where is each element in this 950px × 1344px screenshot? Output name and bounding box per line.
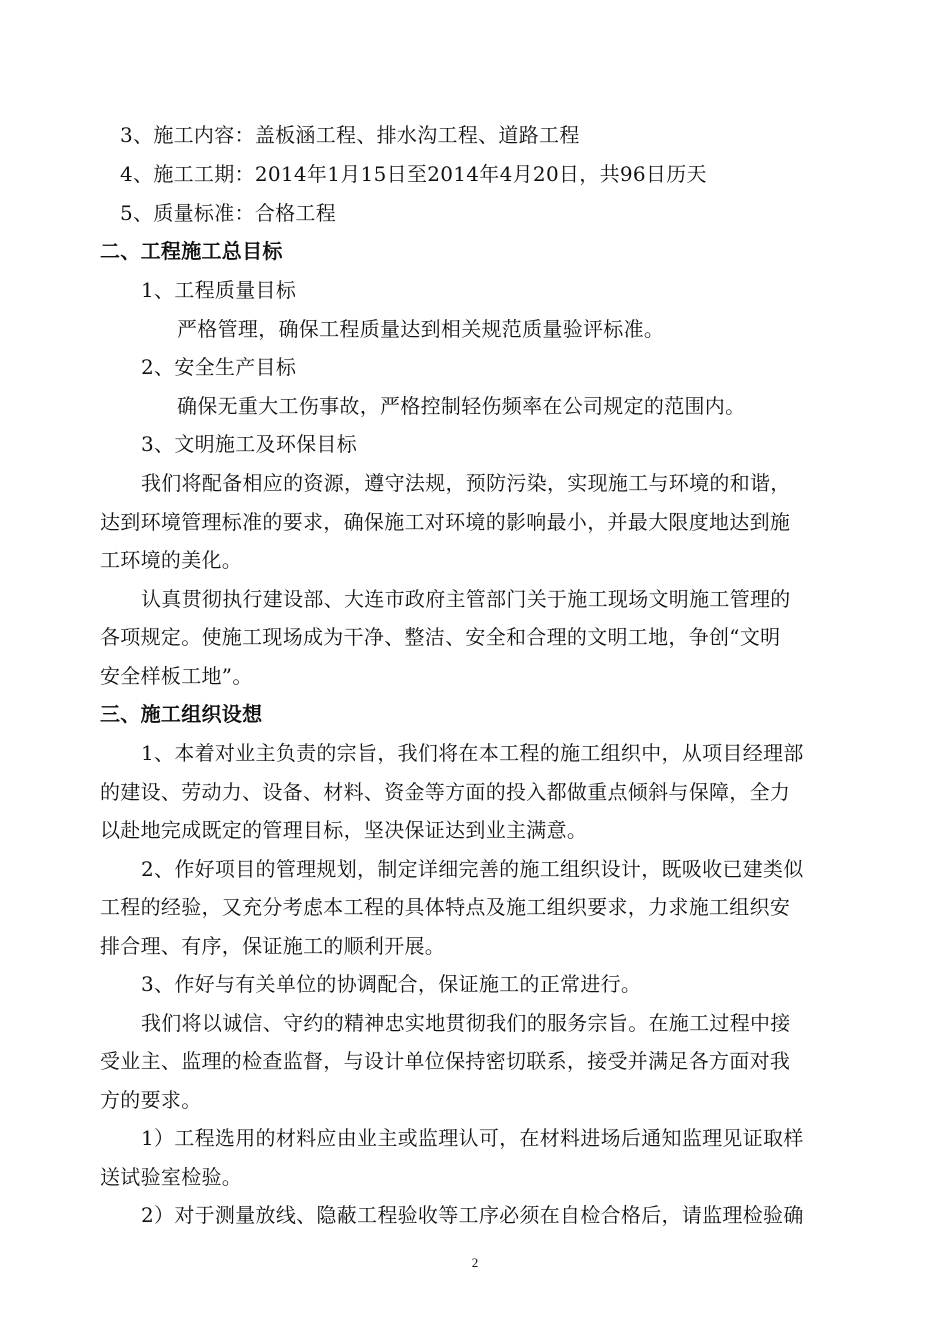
text-line: 达到环境管理标准的要求，确保施工对环境的影响最小，并最大限度地达到施 [100,510,791,534]
text-line: 工环境的美化。 [100,548,243,572]
text-line: 认真贯彻执行建设部、大连市政府主管部门关于施工现场文明施工管理的 [141,587,791,611]
page-number: 2 [471,1255,479,1270]
text-line: 方的要求。 [100,1088,202,1112]
text-line: 各项规定。使施工现场成为干净、整洁、安全和合理的文明工地，争创“文明 [100,625,781,649]
text-line: 5、质量标准：合格工程 [120,201,337,225]
text-line: 安全样板工地”。 [100,664,253,688]
text-line: 1、本着对业主负责的宗旨，我们将在本工程的施工组织中，从项目经理部 [141,741,804,765]
text-line: 1）工程选用的材料应由业主或监理认可，在材料进场后通知监理见证取样 [141,1126,804,1150]
text-line: 送试验室检验。 [100,1165,243,1189]
text-line: 2、安全生产目标 [141,355,297,379]
text-line: 工程的经验，又充分考虑本工程的具体特点及施工组织要求，力求施工组织安 [100,895,791,919]
text-line: 受业主、监理的检查监督，与设计单位保持密切联系，接受并满足各方面对我 [100,1049,791,1073]
text-line: 3、作好与有关单位的协调配合，保证施工的正常进行。 [141,972,642,996]
text-line: 我们将配备相应的资源，遵守法规，预防污染，实现施工与环境的和谐， [141,471,791,495]
text-line: 我们将以诚信、守约的精神忠实地贯彻我们的服务宗旨。在施工过程中接 [141,1011,791,1035]
text-line: 2、作好项目的管理规划，制定详细完善的施工组织设计，既吸收已建类似 [141,857,804,881]
text-line: 3、施工内容：盖板涵工程、排水沟工程、道路工程 [120,123,580,147]
text-line: 确保无重大工伤事故，严格控制轻伤频率在公司规定的范围内。 [177,394,746,418]
text-line: 2）对于测量放线、隐蔽工程验收等工序必须在自检合格后，请监理检验确 [141,1203,804,1227]
text-line: 严格管理，确保工程质量达到相关规范质量验评标准。 [177,317,665,341]
text-line: 4、施工工期：2014年1月15日至2014年4月20日，共96日历天 [120,162,707,186]
text-line: 3、文明施工及环保目标 [141,432,358,456]
section-heading: 二、工程施工总目标 [100,239,283,263]
text-line: 的建设、劳动力、设备、材料、资金等方面的投入都做重点倾斜与保障，全力 [100,780,791,804]
text-line: 1、工程质量目标 [141,278,297,302]
section-heading: 三、施工组织设想 [100,702,263,726]
text-line: 以赴地完成既定的管理目标，坚决保证达到业主满意。 [100,818,588,842]
text-line: 排合理、有序，保证施工的顺利开展。 [100,934,446,958]
